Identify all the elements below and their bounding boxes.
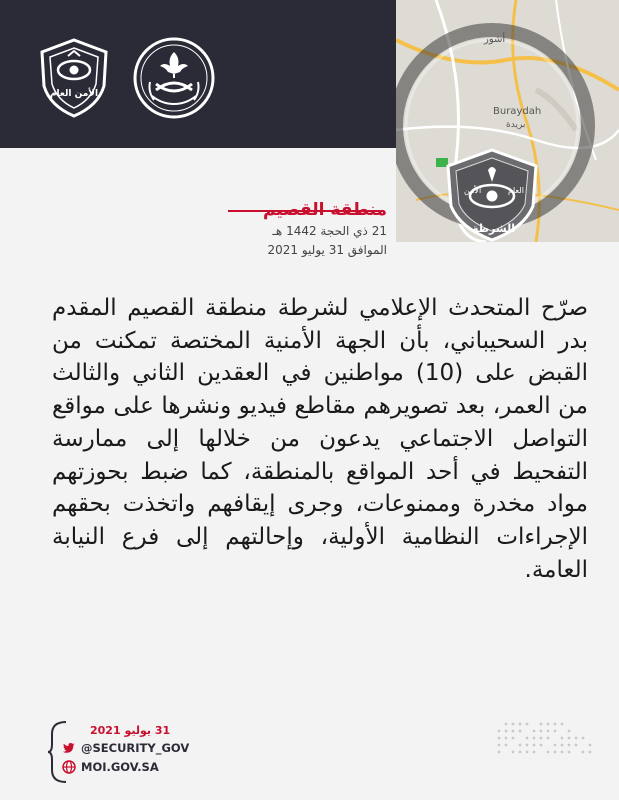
globe-icon [62,760,76,774]
map-city-en: Buraydah [493,106,542,117]
logo-shield-text: الأمن العام [49,89,99,99]
badge-top-text: الأمن [464,186,482,195]
map-city-ar: بريدة [506,120,526,130]
footer-website-row[interactable] [62,760,159,774]
map-label-top: أشور [484,34,506,45]
badge-top-text-2: العام [508,186,524,195]
date-gregorian: الموافق 31 يوليو 2021 [267,243,387,257]
public-security-logo-icon [32,36,116,120]
footer-twitter-row[interactable] [62,741,189,755]
statement-text: صرّح المتحدث الإعلامي لشرطة منطقة القصيم المقدم بدر السحيباني، بأن الجهة الأمنية المختصة تمكنت من القبض على (10) مواطنين في العقدين الثاني والثالث من العمر، بعد تصويرهم مقاطع فيديو ونشرها على مواقع التواصل الاجتماعي يدعون من خلالها إلى ممارسة التفحيط في أحد المواقع بالمنطقة، كما ضبط بحوزتهم مواد مخدرة وممنوعات، وجرى إيقافهم واتخذت بحقهم الإجراءات النظامية الأولية، وإحالتهم إلى فرع النيابة العامة. [52,295,588,583]
region-title: منطقة القصيم [263,200,387,220]
twitter-handle: @SECURITY_GOV [81,741,190,755]
date-hijri: 21 ذي الحجة 1442 هـ [272,224,387,238]
footer-date: 31 يوليو 2021 [90,724,171,737]
website-url: MOI.GOV.SA [81,760,159,774]
decorative-dots-icon [495,720,595,760]
twitter-icon [62,741,76,755]
badge-bottom-text: الشرطة [472,222,515,235]
map-card [396,0,619,242]
saudi-emblem-icon [132,36,216,120]
